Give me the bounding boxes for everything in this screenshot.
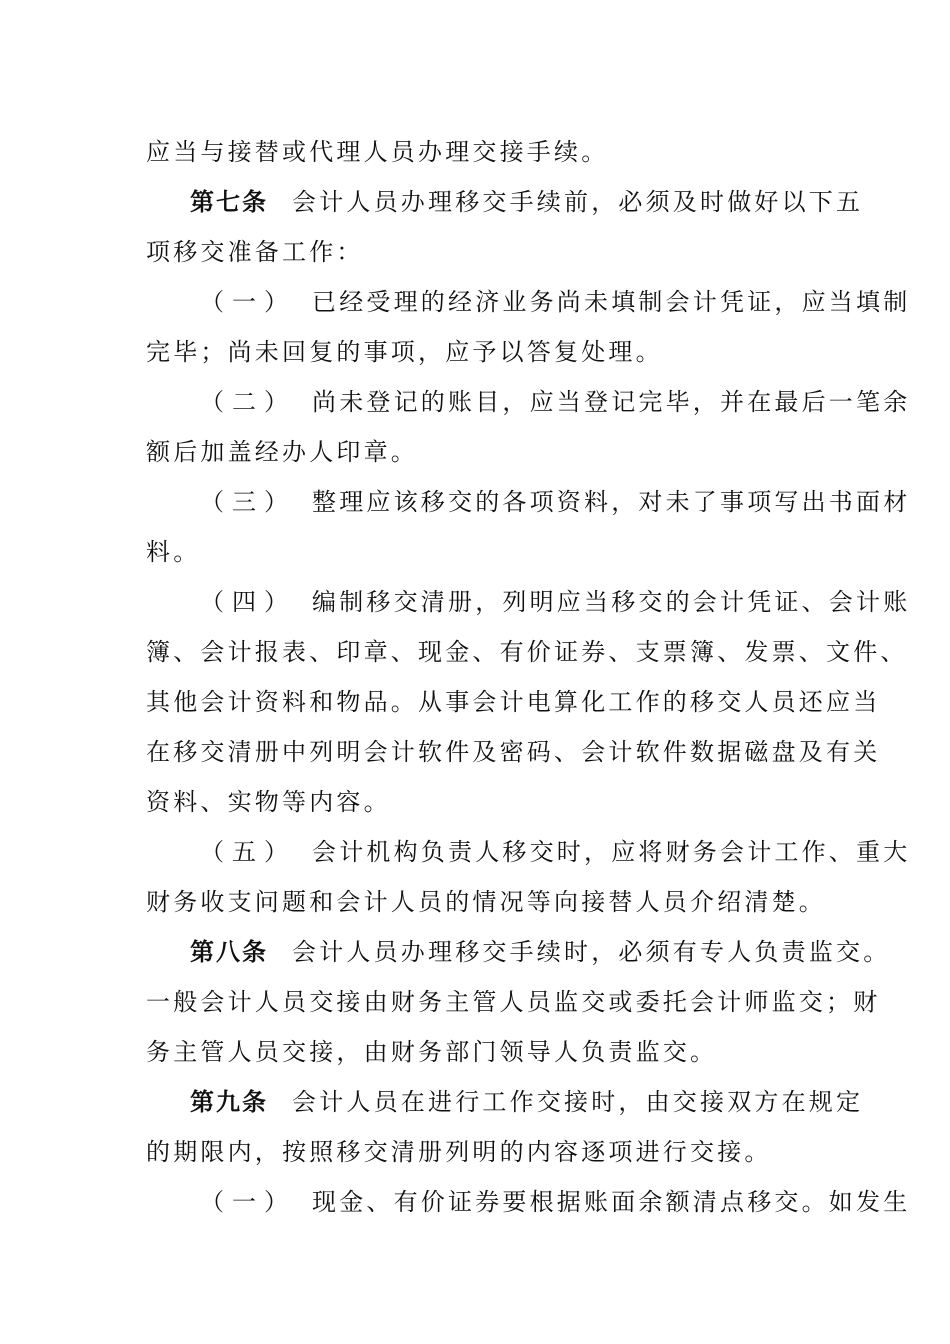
body-line [146, 1136, 772, 1168]
body-line [146, 236, 364, 268]
body-line [146, 536, 200, 568]
line-text: 在移交清册中列明会计软件及密码、会计软件数据磁盘及有关 [146, 738, 881, 766]
line-text: 已经受理的经济业务尚未填制会计凭证，应当填制 [312, 288, 911, 316]
line-text: 项移交准备工作： [146, 238, 364, 266]
line-text: 整理应该移交的各项资料，对未了事项写出书面材 [312, 488, 911, 516]
line-text: 会计人员办理移交手续时，必须有专人负责监交。 [292, 938, 891, 966]
line-text: 的期限内，按照移交清册列明的内容逐项进行交接。 [146, 1138, 772, 1166]
line-text: 料。 [146, 538, 201, 566]
list-item-line [200, 1186, 910, 1218]
list-item-line [200, 286, 910, 318]
line-text: 财务收支问题和会计人员的情况等向接替人员介绍清楚。 [146, 888, 826, 916]
article-heading-line [190, 936, 890, 968]
line-text: 现金、有价证券要根据账面余额清点移交。如发生 [312, 1188, 911, 1216]
line-text: 编制移交清册，列明应当移交的会计凭证、会计账 [312, 588, 911, 616]
item-number: （一） [200, 288, 296, 316]
line-text: 完毕；尚未回复的事项，应予以答复处理。 [146, 338, 663, 366]
item-number: （二） [200, 388, 296, 416]
line-text: 会计人员在进行工作交接时，由交接双方在规定 [292, 1088, 864, 1116]
item-number: （五） [200, 838, 296, 866]
body-line [146, 136, 608, 168]
article-label: 第九条 [190, 1088, 268, 1116]
article-heading-line [190, 1086, 863, 1118]
article-label: 第八条 [190, 938, 268, 966]
item-number: （一） [200, 1188, 296, 1216]
body-line [146, 786, 391, 818]
body-line [146, 436, 418, 468]
article-label: 第七条 [190, 188, 268, 216]
line-text: 尚未登记的账目，应当登记完毕，并在最后一笔余 [312, 388, 911, 416]
list-item-line [200, 486, 910, 518]
line-text: 其他会计资料和物品。从事会计电算化工作的移交人员还应当 [146, 688, 881, 716]
body-line [146, 986, 880, 1018]
body-line [146, 686, 880, 718]
line-text: 簿、会计报表、印章、现金、有价证券、支票簿、发票、文件、 [146, 638, 908, 666]
line-text: 务主管人员交接，由财务部门领导人负责监交。 [146, 1038, 718, 1066]
line-text: 一般会计人员交接由财务主管人员监交或委托会计师监交；财 [146, 988, 881, 1016]
line-text: 资料、实物等内容。 [146, 788, 391, 816]
list-item-line [200, 836, 910, 868]
line-text: 会计人员办理移交手续前，必须及时做好以下五 [292, 188, 864, 216]
list-item-line [200, 586, 910, 618]
item-number: （四） [200, 588, 296, 616]
line-text: 会计机构负责人移交时，应将财务会计工作、重大 [312, 838, 911, 866]
article-heading-line [190, 186, 863, 218]
line-text: 额后加盖经办人印章。 [146, 438, 418, 466]
list-item-line [200, 386, 910, 418]
body-line [146, 1036, 717, 1068]
body-line [146, 636, 908, 668]
item-number: （三） [200, 488, 296, 516]
line-text: 应当与接替或代理人员办理交接手续。 [146, 138, 609, 166]
body-line [146, 886, 826, 918]
body-line [146, 336, 663, 368]
body-line [146, 736, 880, 768]
